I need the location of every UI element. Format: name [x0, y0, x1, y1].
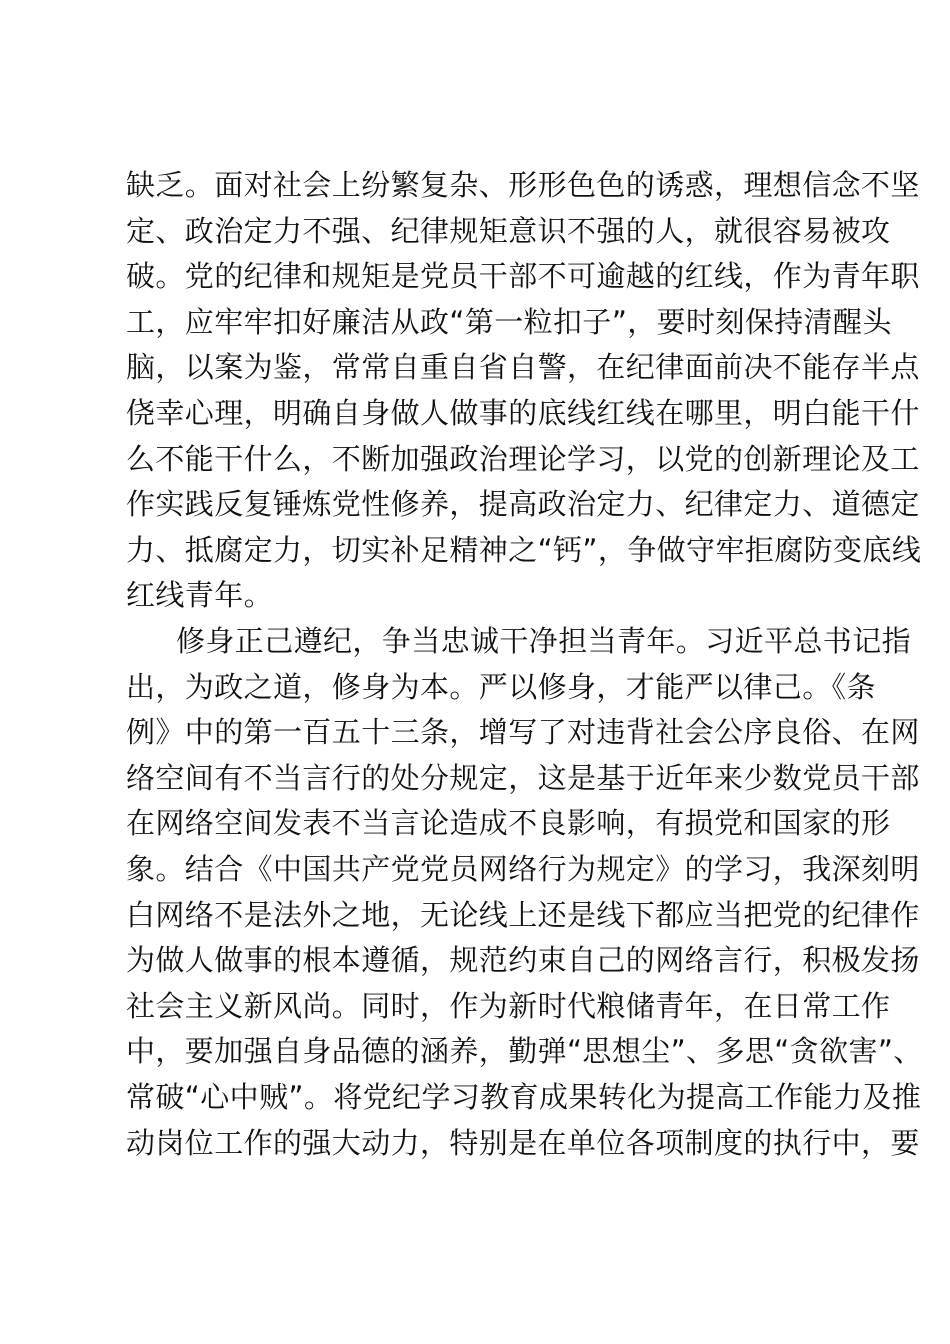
text-line: 例》中的第一百五十三条，增写了对违背社会公序良俗、在网: [126, 715, 920, 750]
text-line: 破。党的纪律和规矩是党员干部不可逾越的红线，作为青年职: [126, 259, 920, 294]
text-line: 缺乏。面对社会上纷繁复杂、形形色色的诱惑，理想信念不坚: [126, 168, 920, 202]
text-line: 作实践反复锤炼党性修养，提高政治定力、纪律定力、道德定: [126, 487, 920, 522]
paragraph-1: [126, 163, 922, 619]
text-line: 在网络空间发表不当言论造成不良影响，有损党和国家的形: [126, 806, 891, 841]
text-line: 为做人做事的根本遵循，规范约束自己的网络言行，积极发扬: [126, 943, 920, 978]
text-line: 力、抵腐定力，切实补足精神之“钙”，争做守牢拒腐防变底线: [126, 532, 922, 567]
text-line: 定、政治定力不强、纪律规矩意识不强的人，就很容易被攻: [126, 213, 891, 248]
paragraph-2: [126, 619, 923, 1166]
text-line: 络空间有不当言行的处分规定，这是基于近年来少数党员干部: [126, 760, 920, 795]
text-line: 动岗位工作的强大动力，特别是在单位各项制度的执行中，要: [126, 1125, 920, 1160]
text-line: 中，要加强自身品德的涵养，勤弹“思想尘”、多思“贪欲害”、: [126, 1034, 923, 1069]
text-line: 常破“心中贼”。将党纪学习教育成果转化为提高工作能力及推: [126, 1079, 922, 1114]
text-line: 象。结合《中国共产党党员网络行为规定》的学习，我深刻明: [126, 851, 920, 886]
text-line: 出，为政之道，修身为本。严以修身，才能严以律己。《条: [126, 669, 876, 704]
text-line: 白网络不是法外之地，无论线上还是线下都应当把党的纪律作: [126, 897, 920, 932]
text-line: 工，应牢牢扣好廉洁从政“第一粒扣子”，要时刻保持清醒头: [126, 304, 892, 339]
text-line: 侥幸心理，明确自身做人做事的底线红线在哪里，明白能干什: [126, 395, 920, 430]
text-line: 修身正己遵纪，争当忠诚干净担当青年。习近平总书记指: [176, 624, 912, 658]
text-line: 么不能干什么，不断加强政治理论学习，以党的创新理论及工: [126, 441, 920, 476]
text-line: 脑，以案为鉴，常常自重自省自警，在纪律面前决不能存半点: [126, 350, 920, 385]
text-line: 红线青年。: [126, 578, 274, 613]
text-line: 社会主义新风尚。同时，作为新时代粮储青年，在日常工作: [126, 988, 891, 1023]
